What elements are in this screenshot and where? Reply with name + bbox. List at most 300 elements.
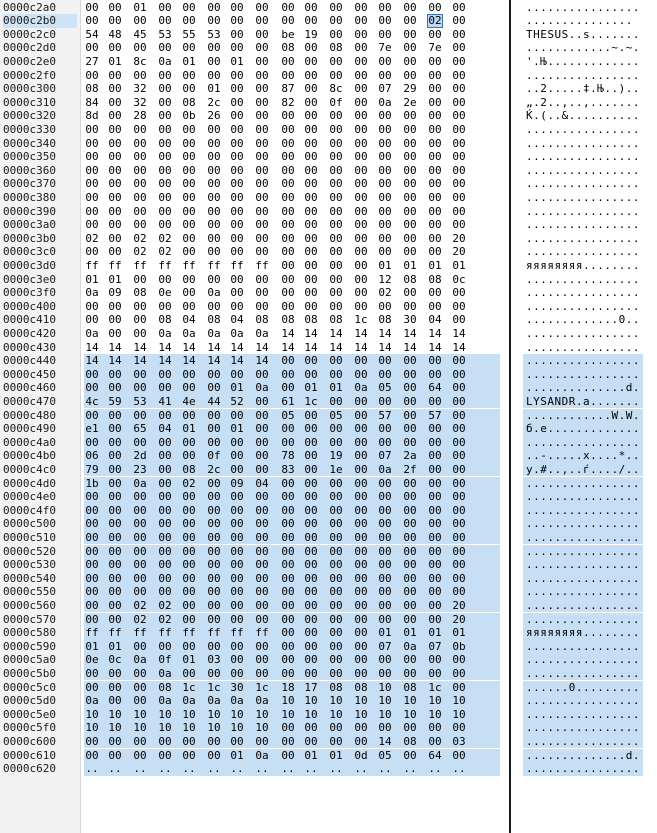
hex-byte[interactable]: 00: [108, 408, 122, 422]
hex-byte[interactable]: 00: [403, 190, 417, 204]
hex-byte[interactable]: 00: [108, 218, 122, 232]
hex-byte[interactable]: 00: [329, 109, 343, 123]
hex-byte[interactable]: 00: [329, 354, 343, 368]
hex-byte[interactable]: 08: [378, 313, 392, 327]
hex-byte[interactable]: 00: [182, 435, 196, 449]
hex-byte[interactable]: 0a: [207, 694, 221, 708]
hex-row[interactable]: [0, 273, 657, 287]
hex-byte[interactable]: 0a: [255, 381, 269, 395]
hex-byte[interactable]: 00: [403, 598, 417, 612]
hex-byte[interactable]: 00: [354, 258, 368, 272]
hex-byte[interactable]: 00: [452, 136, 466, 150]
hex-byte[interactable]: 14: [378, 340, 392, 354]
hex-byte[interactable]: 07: [378, 449, 392, 463]
hex-byte[interactable]: 00: [255, 122, 269, 136]
hex-byte[interactable]: 00: [428, 503, 442, 517]
hex-byte[interactable]: 00: [281, 666, 295, 680]
hex-byte[interactable]: 00: [281, 612, 295, 626]
hex-byte[interactable]: 0e: [85, 653, 99, 667]
hex-byte[interactable]: 00: [158, 95, 172, 109]
hex-byte[interactable]: 01: [230, 748, 244, 762]
hex-byte[interactable]: 00: [182, 666, 196, 680]
hex-byte[interactable]: 00: [207, 190, 221, 204]
hex-byte[interactable]: 00: [158, 122, 172, 136]
hex-byte[interactable]: 14: [182, 354, 196, 368]
hex-byte[interactable]: 07: [428, 639, 442, 653]
hex-byte[interactable]: 00: [207, 231, 221, 245]
hex-byte[interactable]: 00: [182, 612, 196, 626]
hex-byte[interactable]: 1b: [85, 476, 99, 490]
hex-byte[interactable]: 59: [108, 394, 122, 408]
hex-byte[interactable]: 00: [428, 354, 442, 368]
hex-byte[interactable]: 00: [108, 585, 122, 599]
hex-byte[interactable]: 00: [428, 218, 442, 232]
hex-byte[interactable]: 00: [354, 598, 368, 612]
hex-byte[interactable]: 00: [182, 218, 196, 232]
hex-byte[interactable]: 00: [428, 299, 442, 313]
hex-byte[interactable]: 00: [281, 558, 295, 572]
hex-row[interactable]: [0, 422, 657, 436]
hex-byte[interactable]: 00: [158, 0, 172, 14]
hex-byte[interactable]: 00: [329, 435, 343, 449]
hex-byte[interactable]: 00: [230, 558, 244, 572]
hex-byte[interactable]: 10: [452, 694, 466, 708]
hex-byte[interactable]: 00: [85, 408, 99, 422]
hex-byte[interactable]: 00: [108, 299, 122, 313]
hex-byte[interactable]: 10: [108, 721, 122, 735]
hex-byte[interactable]: 00: [207, 476, 221, 490]
hex-byte[interactable]: 00: [354, 394, 368, 408]
hex-byte[interactable]: 20: [452, 231, 466, 245]
hex-byte[interactable]: 00: [378, 503, 392, 517]
hex-byte[interactable]: 00: [230, 653, 244, 667]
hex-byte[interactable]: 00: [281, 136, 295, 150]
hex-byte[interactable]: 14: [378, 734, 392, 748]
hex-byte[interactable]: 00: [85, 0, 99, 14]
hex-byte[interactable]: 1c: [428, 680, 442, 694]
hex-byte[interactable]: ff: [158, 258, 172, 272]
ascii-text[interactable]: ..2.....‡.Њ..)..: [526, 82, 640, 96]
hex-byte[interactable]: 00: [108, 612, 122, 626]
hex-byte[interactable]: 7e: [428, 41, 442, 55]
hex-byte[interactable]: 00: [108, 422, 122, 436]
hex-byte[interactable]: 00: [354, 530, 368, 544]
hex-byte[interactable]: 0a: [158, 694, 172, 708]
hex-byte[interactable]: 00: [354, 449, 368, 463]
hex-byte[interactable]: 00: [133, 204, 147, 218]
ascii-text[interactable]: Ќ.(..&..........: [526, 109, 640, 123]
hex-byte[interactable]: 00: [354, 218, 368, 232]
hex-byte[interactable]: 00: [354, 734, 368, 748]
hex-byte[interactable]: 00: [428, 286, 442, 300]
hex-row[interactable]: [0, 558, 657, 572]
ascii-text[interactable]: .............0..: [526, 313, 640, 327]
hex-byte[interactable]: 00: [108, 136, 122, 150]
hex-byte[interactable]: 00: [452, 109, 466, 123]
hex-byte[interactable]: 00: [378, 122, 392, 136]
ascii-text[interactable]: ................: [526, 245, 640, 259]
hex-byte[interactable]: 27: [85, 54, 99, 68]
hex-byte[interactable]: 04: [428, 313, 442, 327]
hex-byte[interactable]: 00: [85, 190, 99, 204]
hex-byte[interactable]: 0c: [108, 653, 122, 667]
hex-byte[interactable]: 00: [182, 272, 196, 286]
hex-byte[interactable]: 00: [281, 163, 295, 177]
hex-byte[interactable]: 00: [329, 54, 343, 68]
hex-byte[interactable]: ..: [403, 762, 417, 776]
hex-byte[interactable]: 00: [281, 748, 295, 762]
hex-byte[interactable]: ..: [133, 762, 147, 776]
hex-byte[interactable]: 00: [329, 68, 343, 82]
hex-byte[interactable]: 00: [230, 585, 244, 599]
hex-byte[interactable]: 00: [354, 190, 368, 204]
hex-byte[interactable]: 02: [158, 245, 172, 259]
hex-byte[interactable]: 00: [452, 544, 466, 558]
hex-byte[interactable]: 00: [207, 136, 221, 150]
hex-byte[interactable]: 00: [158, 571, 172, 585]
hex-byte[interactable]: 00: [281, 354, 295, 368]
hex-byte[interactable]: 00: [304, 109, 318, 123]
hex-byte[interactable]: 00: [182, 122, 196, 136]
hex-byte[interactable]: 00: [452, 394, 466, 408]
hex-byte[interactable]: 00: [281, 626, 295, 640]
hex-byte[interactable]: 00: [255, 462, 269, 476]
ascii-text[interactable]: ................: [526, 476, 640, 490]
hex-byte[interactable]: ..: [354, 762, 368, 776]
hex-byte[interactable]: 00: [304, 258, 318, 272]
hex-byte[interactable]: 00: [329, 666, 343, 680]
hex-byte[interactable]: 00: [403, 748, 417, 762]
hex-byte[interactable]: 4e: [182, 394, 196, 408]
hex-byte[interactable]: 00: [281, 598, 295, 612]
hex-byte[interactable]: 00: [281, 204, 295, 218]
hex-byte[interactable]: 00: [85, 544, 99, 558]
hex-byte[interactable]: 00: [329, 27, 343, 41]
ascii-text[interactable]: ................: [526, 598, 640, 612]
hex-row[interactable]: [0, 667, 657, 681]
hex-row[interactable]: [0, 41, 657, 55]
hex-byte[interactable]: 00: [428, 190, 442, 204]
hex-byte[interactable]: 00: [452, 122, 466, 136]
hex-row[interactable]: [0, 123, 657, 137]
hex-byte[interactable]: 10: [182, 707, 196, 721]
hex-byte[interactable]: 00: [428, 54, 442, 68]
hex-byte[interactable]: 00: [304, 136, 318, 150]
hex-byte[interactable]: 00: [304, 490, 318, 504]
hex-byte[interactable]: 00: [304, 286, 318, 300]
hex-byte[interactable]: 79: [85, 462, 99, 476]
hex-byte[interactable]: 00: [354, 204, 368, 218]
hex-byte[interactable]: 00: [378, 190, 392, 204]
hex-byte[interactable]: 00: [158, 449, 172, 463]
hex-byte[interactable]: 10: [281, 694, 295, 708]
hex-byte[interactable]: 00: [304, 598, 318, 612]
hex-byte[interactable]: 00: [304, 503, 318, 517]
hex-byte[interactable]: 00: [452, 530, 466, 544]
hex-byte[interactable]: 00: [281, 272, 295, 286]
hex-byte[interactable]: 08: [255, 313, 269, 327]
hex-byte[interactable]: 64: [428, 748, 442, 762]
hex-byte[interactable]: 00: [281, 231, 295, 245]
hex-byte[interactable]: 00: [403, 54, 417, 68]
ascii-text[interactable]: „.2..,..‚.......: [526, 95, 640, 109]
hex-byte[interactable]: 01: [403, 258, 417, 272]
hex-byte[interactable]: 00: [304, 571, 318, 585]
hex-byte[interactable]: 14: [428, 340, 442, 354]
hex-byte[interactable]: 00: [255, 14, 269, 28]
hex-byte[interactable]: 00: [403, 530, 417, 544]
ascii-text[interactable]: ................: [526, 653, 640, 667]
hex-byte[interactable]: 02: [85, 231, 99, 245]
hex-byte[interactable]: 29: [403, 82, 417, 96]
hex-byte[interactable]: 00: [108, 694, 122, 708]
hex-byte[interactable]: 00: [158, 272, 172, 286]
hex-byte[interactable]: 00: [304, 408, 318, 422]
hex-byte[interactable]: 0a: [207, 326, 221, 340]
hex-byte[interactable]: 00: [133, 313, 147, 327]
hex-byte[interactable]: 00: [428, 490, 442, 504]
hex-byte[interactable]: 05: [378, 381, 392, 395]
hex-byte[interactable]: 00: [428, 666, 442, 680]
hex-byte[interactable]: 00: [378, 177, 392, 191]
hex-byte[interactable]: 14: [281, 326, 295, 340]
hex-byte[interactable]: 01: [230, 381, 244, 395]
hex-byte[interactable]: 0f: [158, 653, 172, 667]
hex-byte[interactable]: 14: [403, 340, 417, 354]
hex-byte[interactable]: 0a: [85, 326, 99, 340]
hex-row[interactable]: [0, 218, 657, 232]
hex-byte[interactable]: 14: [255, 340, 269, 354]
hex-byte[interactable]: ..: [182, 762, 196, 776]
hex-byte[interactable]: 00: [403, 612, 417, 626]
hex-byte[interactable]: 00: [304, 150, 318, 164]
hex-byte[interactable]: 01: [452, 626, 466, 640]
hex-byte[interactable]: 00: [182, 449, 196, 463]
hex-byte[interactable]: 2c: [207, 95, 221, 109]
hex-byte[interactable]: 00: [85, 150, 99, 164]
hex-row[interactable]: [0, 504, 657, 518]
hex-byte[interactable]: 00: [452, 82, 466, 96]
hex-byte[interactable]: 00: [108, 68, 122, 82]
hex-byte[interactable]: 02: [133, 612, 147, 626]
hex-byte[interactable]: 30: [403, 313, 417, 327]
hex-byte[interactable]: 00: [255, 95, 269, 109]
hex-byte[interactable]: 00: [354, 68, 368, 82]
hex-byte[interactable]: 00: [230, 503, 244, 517]
hex-byte[interactable]: 00: [158, 530, 172, 544]
hex-byte[interactable]: 05: [378, 748, 392, 762]
hex-byte[interactable]: 00: [255, 177, 269, 191]
ascii-text[interactable]: ................: [526, 0, 640, 14]
hex-byte[interactable]: 00: [85, 490, 99, 504]
hex-byte[interactable]: 00: [329, 299, 343, 313]
hex-byte[interactable]: 00: [304, 639, 318, 653]
hex-byte[interactable]: 00: [108, 95, 122, 109]
hex-byte[interactable]: 00: [304, 218, 318, 232]
hex-byte[interactable]: 00: [255, 286, 269, 300]
hex-byte[interactable]: 00: [304, 41, 318, 55]
ascii-text[interactable]: ................: [526, 503, 640, 517]
hex-byte[interactable]: 00: [255, 109, 269, 123]
hex-byte[interactable]: 00: [452, 54, 466, 68]
hex-byte[interactable]: 00: [428, 598, 442, 612]
hex-byte[interactable]: 00: [207, 177, 221, 191]
hex-byte[interactable]: 00: [85, 68, 99, 82]
ascii-text[interactable]: ................: [526, 530, 640, 544]
hex-byte[interactable]: 01: [230, 422, 244, 436]
hex-byte[interactable]: 14: [158, 354, 172, 368]
hex-byte[interactable]: 00: [452, 666, 466, 680]
hex-byte[interactable]: 00: [158, 68, 172, 82]
hex-row[interactable]: [0, 164, 657, 178]
hex-byte[interactable]: 02: [158, 612, 172, 626]
hex-byte[interactable]: 00: [378, 476, 392, 490]
hex-byte[interactable]: 00: [428, 245, 442, 259]
hex-byte[interactable]: 00: [428, 204, 442, 218]
hex-byte[interactable]: ..: [329, 762, 343, 776]
hex-byte[interactable]: 00: [85, 245, 99, 259]
hex-byte[interactable]: 03: [452, 734, 466, 748]
hex-byte[interactable]: 00: [428, 544, 442, 558]
hex-byte[interactable]: 00: [133, 694, 147, 708]
hex-byte[interactable]: 64: [428, 381, 442, 395]
ascii-text[interactable]: ................: [526, 558, 640, 572]
hex-byte[interactable]: 00: [452, 367, 466, 381]
hex-byte[interactable]: 00: [354, 150, 368, 164]
hex-byte[interactable]: 00: [304, 190, 318, 204]
hex-byte[interactable]: 00: [158, 204, 172, 218]
hex-byte[interactable]: 00: [329, 0, 343, 14]
hex-byte[interactable]: 1c: [255, 680, 269, 694]
hex-byte[interactable]: 00: [108, 680, 122, 694]
hex-byte[interactable]: 00: [207, 517, 221, 531]
hex-byte[interactable]: 00: [304, 666, 318, 680]
hex-byte[interactable]: 00: [304, 721, 318, 735]
hex-byte[interactable]: 04: [255, 476, 269, 490]
hex-byte[interactable]: 00: [403, 299, 417, 313]
hex-byte[interactable]: 00: [403, 394, 417, 408]
hex-byte[interactable]: 00: [230, 82, 244, 96]
hex-byte[interactable]: 00: [428, 571, 442, 585]
hex-byte[interactable]: 00: [230, 598, 244, 612]
hex-row[interactable]: [0, 96, 657, 110]
hex-byte[interactable]: 00: [230, 639, 244, 653]
hex-byte[interactable]: 00: [329, 558, 343, 572]
hex-byte[interactable]: 00: [452, 571, 466, 585]
hex-row[interactable]: [0, 395, 657, 409]
hex-byte[interactable]: 00: [108, 150, 122, 164]
hex-byte[interactable]: 00: [378, 354, 392, 368]
hex-byte[interactable]: 00: [255, 585, 269, 599]
hex-byte[interactable]: 00: [354, 571, 368, 585]
hex-byte[interactable]: 00: [452, 41, 466, 55]
hex-row[interactable]: [0, 381, 657, 395]
hex-byte[interactable]: 14: [207, 354, 221, 368]
hex-byte[interactable]: 00: [329, 177, 343, 191]
hex-byte[interactable]: 00: [403, 721, 417, 735]
hex-byte[interactable]: 00: [207, 408, 221, 422]
hex-byte[interactable]: 00: [230, 190, 244, 204]
hex-byte[interactable]: 00: [182, 544, 196, 558]
hex-byte[interactable]: 00: [428, 435, 442, 449]
hex-byte[interactable]: 82: [281, 95, 295, 109]
hex-byte[interactable]: 00: [304, 354, 318, 368]
hex-row[interactable]: [0, 354, 657, 368]
hex-byte[interactable]: 00: [255, 394, 269, 408]
hex-byte[interactable]: 14: [207, 340, 221, 354]
hex-byte[interactable]: 00: [428, 585, 442, 599]
hex-byte[interactable]: ff: [108, 258, 122, 272]
hex-byte[interactable]: 17: [304, 680, 318, 694]
hex-byte[interactable]: 0d: [354, 748, 368, 762]
hex-byte[interactable]: 00: [182, 381, 196, 395]
hex-byte[interactable]: 00: [133, 41, 147, 55]
hex-byte[interactable]: 00: [133, 14, 147, 28]
hex-byte[interactable]: 00: [304, 82, 318, 96]
hex-byte[interactable]: 00: [354, 163, 368, 177]
hex-byte[interactable]: 00: [281, 517, 295, 531]
hex-byte[interactable]: 57: [428, 408, 442, 422]
hex-byte[interactable]: 00: [281, 299, 295, 313]
hex-byte[interactable]: 00: [108, 571, 122, 585]
hex-byte[interactable]: 10: [329, 707, 343, 721]
hex-byte[interactable]: 00: [255, 666, 269, 680]
hex-byte[interactable]: 00: [230, 612, 244, 626]
hex-byte[interactable]: 00: [255, 136, 269, 150]
hex-byte[interactable]: 00: [133, 680, 147, 694]
hex-byte[interactable]: 09: [108, 286, 122, 300]
hex-byte[interactable]: 08: [329, 313, 343, 327]
hex-byte[interactable]: 00: [85, 41, 99, 55]
hex-byte[interactable]: 0a: [158, 666, 172, 680]
hex-byte[interactable]: 00: [230, 14, 244, 28]
ascii-text[interactable]: ................: [526, 666, 640, 680]
hex-byte[interactable]: 00: [182, 190, 196, 204]
ascii-text[interactable]: ..............d.: [526, 748, 640, 762]
hex-byte[interactable]: 00: [378, 530, 392, 544]
hex-byte[interactable]: 00: [182, 163, 196, 177]
hex-byte[interactable]: 01: [230, 54, 244, 68]
hex-byte[interactable]: 00: [354, 14, 368, 28]
hex-byte[interactable]: 00: [403, 14, 417, 28]
hex-byte[interactable]: 00: [158, 517, 172, 531]
ascii-text[interactable]: ................: [526, 122, 640, 136]
hex-byte[interactable]: 00: [255, 449, 269, 463]
hex-byte[interactable]: 14: [108, 354, 122, 368]
hex-byte[interactable]: 00: [255, 0, 269, 14]
ascii-text[interactable]: ................: [526, 286, 640, 300]
hex-byte[interactable]: 00: [255, 503, 269, 517]
hex-byte[interactable]: 01: [378, 258, 392, 272]
hex-byte[interactable]: 00: [108, 517, 122, 531]
hex-byte[interactable]: ..: [255, 762, 269, 776]
hex-byte[interactable]: 00: [85, 299, 99, 313]
hex-byte[interactable]: 14: [452, 340, 466, 354]
hex-byte[interactable]: 00: [133, 503, 147, 517]
hex-byte[interactable]: 00: [108, 204, 122, 218]
hex-byte[interactable]: 00: [207, 734, 221, 748]
hex-row[interactable]: [0, 1, 657, 15]
hex-byte[interactable]: 00: [133, 544, 147, 558]
hex-byte[interactable]: 20: [452, 612, 466, 626]
hex-byte[interactable]: 2e: [403, 95, 417, 109]
hex-row[interactable]: [0, 762, 657, 776]
hex-byte[interactable]: 00: [158, 435, 172, 449]
hex-byte[interactable]: 00: [329, 476, 343, 490]
hex-byte[interactable]: 14: [230, 340, 244, 354]
hex-byte[interactable]: 00: [85, 558, 99, 572]
hex-byte[interactable]: 00: [403, 422, 417, 436]
